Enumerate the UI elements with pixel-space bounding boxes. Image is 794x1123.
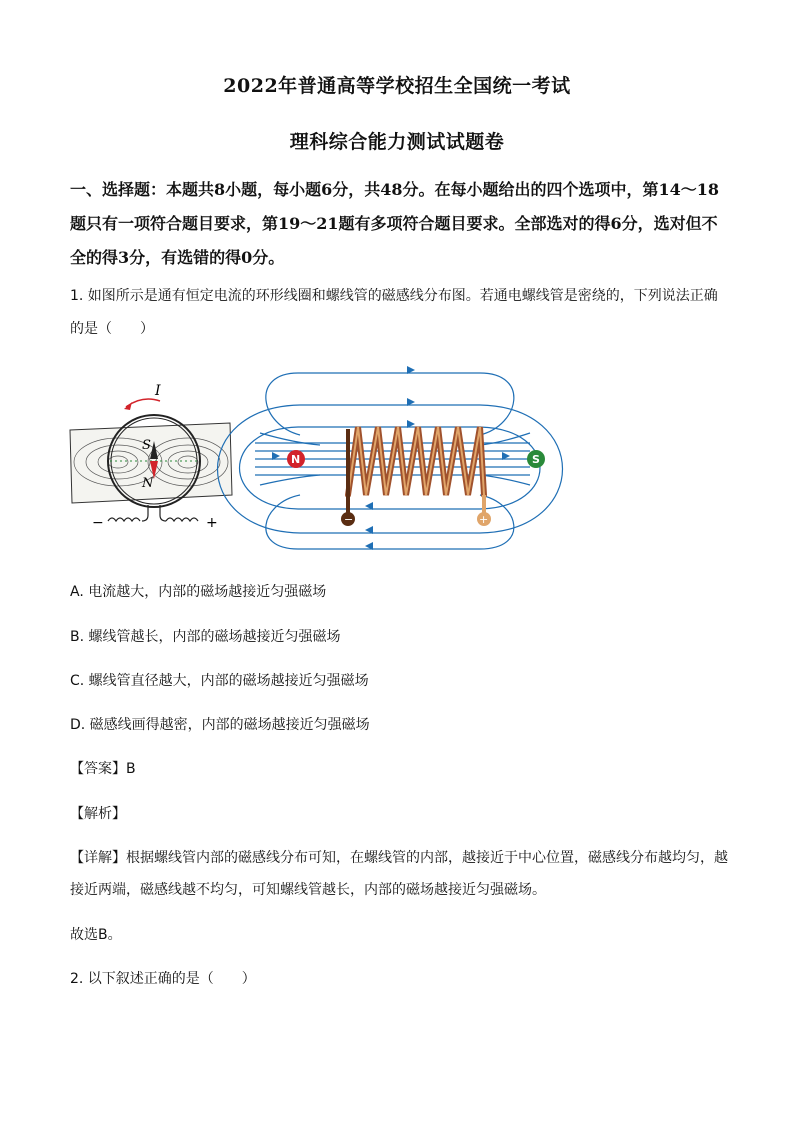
option-c: C. 螺线管直径越大，内部的磁场越接近匀强磁场 [70,673,369,689]
ring-coil-diagram [70,383,232,531]
s-pole-label: S [532,453,540,466]
answer: 【答案】B [70,761,136,777]
question-2-stem: 2. 以下叙述正确的是（ ） [70,971,256,987]
magnetic-field-figure [60,355,590,555]
north-label: N [142,476,154,491]
option-a: A. 电流越大，内部的磁场越接近匀强磁场 [70,584,327,600]
solenoid-diagram [218,366,563,550]
option-b: B. 螺线管越长，内部的磁场越接近匀强磁场 [70,629,341,645]
exam-title: 2022年普通高等学校招生全国统一考试 [223,75,571,97]
minus-label: − [92,515,104,531]
section-intro: 一、选择题：本题共8小题，每小题6分，共48分。在每小题给出的四个选项中，第14～18题只有一项符合题目要求，第19～21题有多项符合题目要求。全部选对的得6分，选对但不全的得3分，有选错的得0分。 [70,180,720,267]
detailed-explanation: 【详解】根据螺线管内部的磁感线分布可知，在螺线管的内部，越接近于中心位置，磁感线分布越均匀，越接近两端，磁感线越不均匀，可知螺线管越长，内部的磁场越接近匀强磁场。 [70,850,728,898]
solenoid-neg-terminal: − [344,513,354,526]
question-1-stem: 1. 如图所示是通有恒定电流的环形线圈和螺线管的磁感线分布图。若通电螺线管是密绕的，下列说法正确的是（ ） [70,288,718,337]
option-d: D. 磁感线画得越密，内部的磁场越接近匀强磁场 [70,717,370,733]
analysis-label: 【解析】 [70,806,126,822]
solenoid-pos-terminal: + [479,513,489,526]
current-label: I [155,383,161,399]
plus-label: + [206,515,218,531]
n-pole-label: N [291,453,301,466]
south-label: S [142,438,151,453]
conclusion: 故选B。 [70,927,122,943]
exam-subtitle: 理科综合能力测试试题卷 [289,131,505,153]
